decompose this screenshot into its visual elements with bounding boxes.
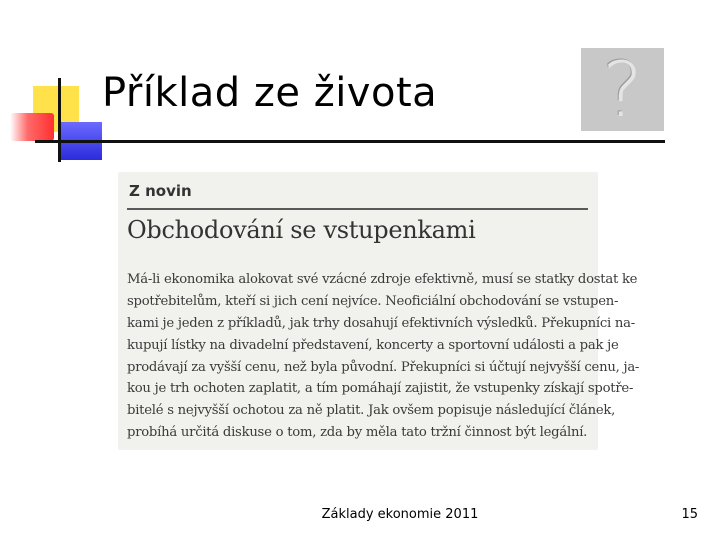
article-rule bbox=[127, 208, 588, 210]
article-line: kami je jeden z příkladů, jak trhy dosahují efektivních výsledků. Překupníci na- bbox=[127, 315, 635, 331]
logo-red-square bbox=[10, 113, 54, 141]
question-mark-icon bbox=[581, 44, 664, 134]
footer-text: Základy ekonomie 2011 bbox=[321, 507, 479, 522]
article-line: probíhá určitá diskuse o tom, zda by měla tato tržní činnost být legální. bbox=[127, 425, 588, 441]
article-line: kou je trh ochoten zaplatit, a tím pomáhají zajistit, že vstupenky získají spotře- bbox=[127, 381, 634, 397]
title-underline bbox=[100, 140, 665, 143]
slide-title: Příklad ze života bbox=[102, 70, 438, 116]
article-headline: Obchodování se vstupenkami bbox=[127, 216, 476, 244]
page-number: 15 bbox=[681, 507, 698, 522]
article-line: Má-li ekonomika alokovat své vzácné zdroje efektivně, musí se statky dostat ke bbox=[127, 272, 638, 287]
logo-vertical-line bbox=[58, 78, 61, 162]
question-mark-glyph: ? bbox=[602, 44, 643, 134]
newspaper-clipping bbox=[118, 172, 640, 450]
article-body bbox=[127, 269, 640, 444]
article-line: spotřebitelům, kteří si jich cení nejvíce. Neoficiální obchodování se vstupen- bbox=[127, 293, 619, 309]
corner-logo bbox=[0, 0, 110, 170]
article-kicker: Z novin bbox=[129, 182, 192, 200]
logo-horizontal-line bbox=[35, 140, 110, 143]
article-line: kupují lístky na divadelní představení, koncerty a sportovní události a pak je bbox=[127, 337, 619, 353]
article-line: bitelé s nejvyšší ochotou za ně platit. Jak ovšem popisuje následující článek, bbox=[127, 403, 616, 419]
article-line: prodávají za vyšší cenu, než byla původní. Překupníci si účtují nejvyšší cenu, ja- bbox=[127, 359, 640, 375]
